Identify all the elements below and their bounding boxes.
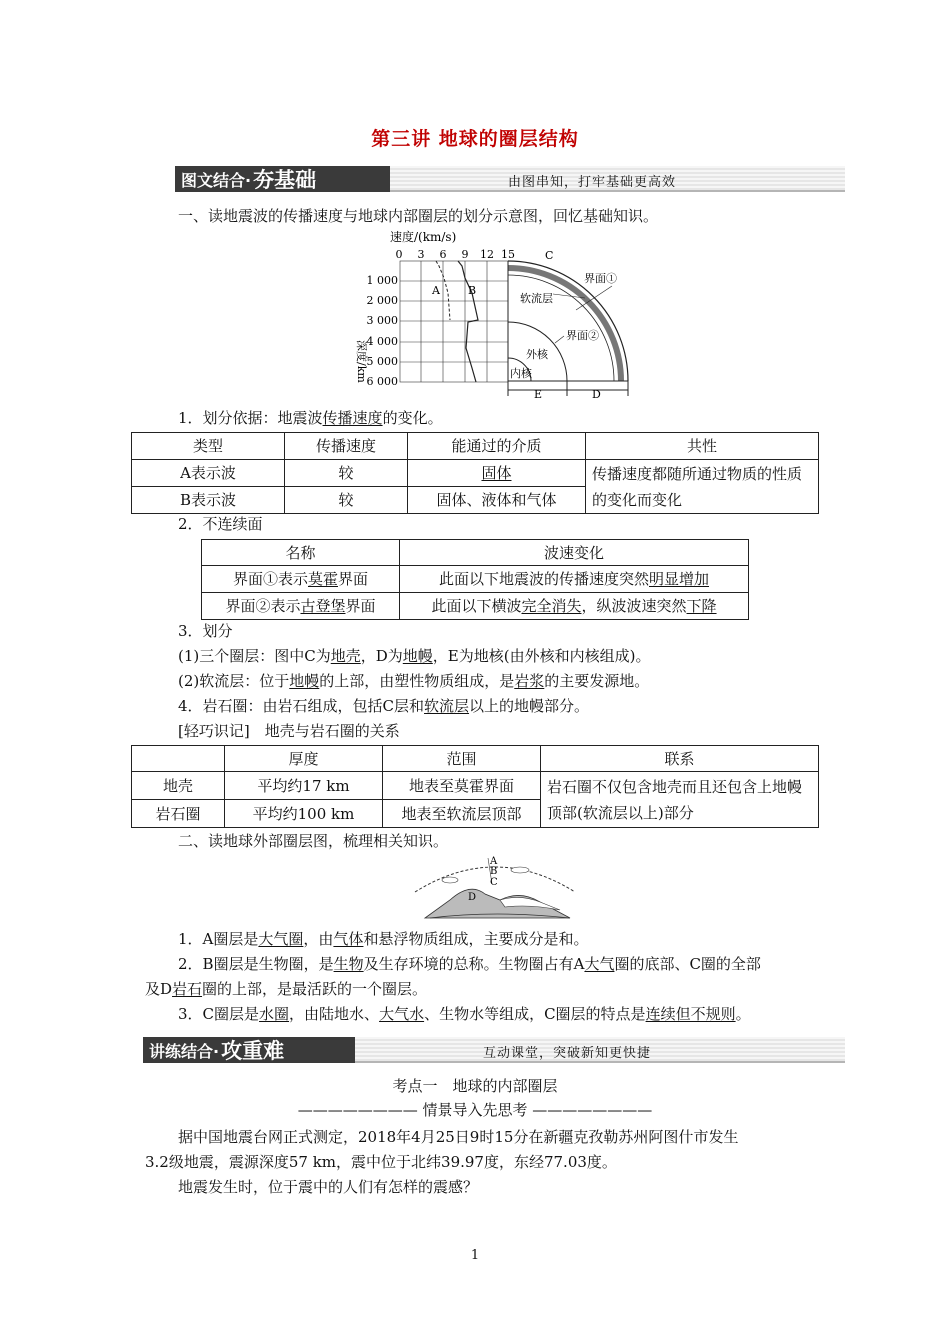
cell: 平均约100 km xyxy=(225,800,383,828)
answer-underline: 软流层 xyxy=(424,697,470,715)
cell-common: 传播速度都随所通过物质的性质的变化而变化 xyxy=(586,460,819,514)
cell: 地表至莫霍界面 xyxy=(383,772,541,800)
label-asthenosphere: 软流层 xyxy=(520,292,553,305)
col-header: 联系 xyxy=(541,746,819,772)
text: (1)三个圈层：图中C为 xyxy=(178,647,331,665)
text: 圈的底部、C圈的全部 xyxy=(614,955,761,973)
answer-underline: 大气圈 xyxy=(258,930,304,948)
answer-underline: 大气水 xyxy=(379,1005,425,1023)
answer-underline: 连续但不规则 xyxy=(645,1005,736,1023)
seismic-wave-diagram xyxy=(340,228,640,400)
depth-tick: 3 000 xyxy=(366,314,398,327)
text: ，纵波波速突然 xyxy=(581,597,687,615)
answer-underline: 岩石 xyxy=(172,980,203,998)
cell: A表示波 xyxy=(132,460,285,487)
cell: 较 xyxy=(285,487,408,514)
col-header: 能通过的介质 xyxy=(408,433,586,460)
cell xyxy=(400,566,749,593)
discontinuity-table xyxy=(201,539,749,620)
col-header: 共性 xyxy=(586,433,819,460)
label-inner-core: 内核 xyxy=(510,367,532,380)
cell: 固体、液体和气体 xyxy=(408,487,586,514)
cell: 较 xyxy=(285,460,408,487)
text: 及生存环境的总称。生物圈占有A xyxy=(363,955,585,973)
point3: 3．划分 xyxy=(178,622,233,640)
label-interface1: 界面① xyxy=(584,272,617,285)
text: 、生物水等组成，C圈层的特点是 xyxy=(424,1005,646,1023)
point3-2 xyxy=(178,670,649,692)
cell: 岩石圈 xyxy=(132,800,225,828)
q2 xyxy=(178,953,761,975)
label-interface2: 界面② xyxy=(566,329,599,342)
speed-tick: 9 xyxy=(461,248,469,261)
col-header: 范围 xyxy=(383,746,541,772)
label-c: C xyxy=(490,877,498,888)
col-header: 类型 xyxy=(132,433,285,460)
point3-1 xyxy=(178,645,650,667)
col-header xyxy=(132,746,225,772)
paragraph-line: 3.2级地震，震源深度57 km，震中位于北纬39.97度，东经77.03度。 xyxy=(145,1153,617,1171)
section1-intro: 一、读地震波的传播速度与地球内部圈层的划分示意图，回忆基础知识。 xyxy=(178,207,659,225)
text: ，E为地核(由外核和内核组成)。 xyxy=(432,647,651,665)
q2-cont xyxy=(145,978,427,1000)
label-b: B xyxy=(490,866,498,877)
cell xyxy=(202,566,400,593)
answer-underline: 岩浆 xyxy=(514,672,545,690)
text: 界面①表示 xyxy=(232,570,308,588)
crust-lithosphere-table xyxy=(131,745,819,828)
banner-large-text: 夯基础 xyxy=(253,168,317,192)
speed-tick: 12 xyxy=(480,248,494,261)
speed-tick: 3 xyxy=(417,248,425,261)
banner-small-text: 图文结合· xyxy=(181,170,252,190)
q1 xyxy=(178,928,588,950)
depth-tick: 1 000 xyxy=(366,274,398,287)
q3 xyxy=(178,1003,751,1025)
cell xyxy=(202,593,400,620)
text: ，由 xyxy=(303,930,334,948)
paragraph-line: 据中国地震台网正式测定，2018年4月25日9时15分在新疆克孜勒苏州阿图什市发生 xyxy=(178,1128,739,1146)
banner-label xyxy=(143,1037,355,1063)
text: 和悬浮物质组成，主要成分是和。 xyxy=(363,930,589,948)
text: ，由陆地水、 xyxy=(289,1005,380,1023)
cell: B表示波 xyxy=(132,487,285,514)
question-line: 地震发生时，位于震中的人们有怎样的震感？ xyxy=(178,1178,479,1196)
text: (2)软流层：位于 xyxy=(178,672,290,690)
answer-underline: 莫霍 xyxy=(307,570,338,588)
answer-underline: 传播速度 xyxy=(322,409,383,427)
answer-underline: 地幔 xyxy=(289,672,320,690)
section-banner-basics xyxy=(175,166,845,192)
answer-underline: 生物 xyxy=(333,955,364,973)
label-d: D xyxy=(468,892,477,903)
answer-underline: 下降 xyxy=(686,597,717,615)
banner-slogan: 互动课堂，突破新知更快捷 xyxy=(483,1046,652,1061)
answer-underline: 地幔 xyxy=(402,647,433,665)
col-header: 厚度 xyxy=(225,746,383,772)
answer-underline: 大气 xyxy=(584,955,615,973)
speed-tick: 6 xyxy=(439,248,447,261)
label-a: A xyxy=(490,856,498,867)
banner-slogan: 由图串知，打牢基础更高效 xyxy=(508,175,677,190)
depth-tick: 6 000 xyxy=(366,375,398,388)
cell xyxy=(400,593,749,620)
text: 。 xyxy=(735,1005,751,1023)
answer-underline: 地壳 xyxy=(330,647,361,665)
answer-underline: 固体 xyxy=(481,464,512,482)
banner-large-text: 攻重难 xyxy=(221,1039,285,1063)
text: 及D xyxy=(145,980,173,998)
point1 xyxy=(178,407,443,429)
speed-tick: 0 xyxy=(395,248,403,261)
label-d: D xyxy=(592,388,601,400)
depth-tick: 4 000 xyxy=(366,335,398,348)
point2: 2．不连续面 xyxy=(178,515,263,533)
label-a: A xyxy=(432,284,440,297)
point4 xyxy=(178,695,589,717)
answer-underline: 气体 xyxy=(333,930,364,948)
cell xyxy=(408,460,586,487)
text: 界面 xyxy=(345,597,376,615)
label-outer-core: 外核 xyxy=(526,348,548,361)
text: 界面②表示 xyxy=(225,597,301,615)
cell: 地表至软流层顶部 xyxy=(383,800,541,828)
speed-axis-label: 速度/(km/s) xyxy=(390,230,457,244)
section-banner-key-points xyxy=(143,1037,845,1063)
external-spheres-diagram xyxy=(410,852,580,922)
text: 此面以下横波 xyxy=(431,597,522,615)
label-e: E xyxy=(534,388,543,400)
cell: 平均约17 km xyxy=(225,772,383,800)
depth-tick: 2 000 xyxy=(366,294,398,307)
text: 3．C圈层是 xyxy=(178,1005,260,1023)
text: 界面 xyxy=(338,570,369,588)
section2-intro: 二、读地球外部圈层图，梳理相关知识。 xyxy=(178,832,449,850)
col-header: 名称 xyxy=(202,540,400,566)
text: 以上的地幔部分。 xyxy=(469,697,590,715)
memory-tip: [轻巧识记] 地壳与岩石圈的关系 xyxy=(178,722,400,740)
text: 1．A圈层是 xyxy=(178,930,259,948)
text: 的变化。 xyxy=(382,409,443,427)
answer-underline: 古登堡 xyxy=(300,597,346,615)
col-header: 传播速度 xyxy=(285,433,408,460)
text: 的主要发源地。 xyxy=(544,672,650,690)
text: 4．岩石圈：由岩石组成，包括C层和 xyxy=(178,697,425,715)
page-number: 1 xyxy=(470,1248,480,1263)
text: 2．B圈层是生物圈，是 xyxy=(178,955,334,973)
answer-underline: 明显增加 xyxy=(649,570,710,588)
label-b: B xyxy=(468,284,477,297)
text: 的上部，由塑性物质组成，是 xyxy=(319,672,515,690)
answer-underline: 水圈 xyxy=(259,1005,290,1023)
cell: 地壳 xyxy=(132,772,225,800)
wave-table xyxy=(131,432,819,514)
text: ，D为 xyxy=(360,647,403,665)
text: 此面以下地震波的传播速度突然 xyxy=(438,570,649,588)
depth-axis-label: 深度/km xyxy=(355,340,368,383)
cell-relation: 岩石圈不仅包含地壳而且还包含上地幔顶部(软流层以上)部分 xyxy=(541,772,819,828)
text: 圈的上部，是最活跃的一个圈层。 xyxy=(202,980,428,998)
answer-underline: 完全消失 xyxy=(521,597,582,615)
speed-tick: 15 xyxy=(501,248,515,261)
page-title: 第三讲 地球的圈层结构 xyxy=(371,128,579,150)
key-point-title: 考点一 地球的内部圈层 xyxy=(392,1077,558,1095)
depth-tick: 5 000 xyxy=(366,355,398,368)
col-header: 波速变化 xyxy=(400,540,749,566)
banner-label xyxy=(175,166,390,192)
banner-small-text: 讲练结合· xyxy=(149,1041,220,1061)
label-c: C xyxy=(545,249,554,262)
text: 1．划分依据：地震波 xyxy=(178,409,323,427)
scene-divider: ———————— 情景导入先思考 ———————— xyxy=(297,1101,653,1119)
